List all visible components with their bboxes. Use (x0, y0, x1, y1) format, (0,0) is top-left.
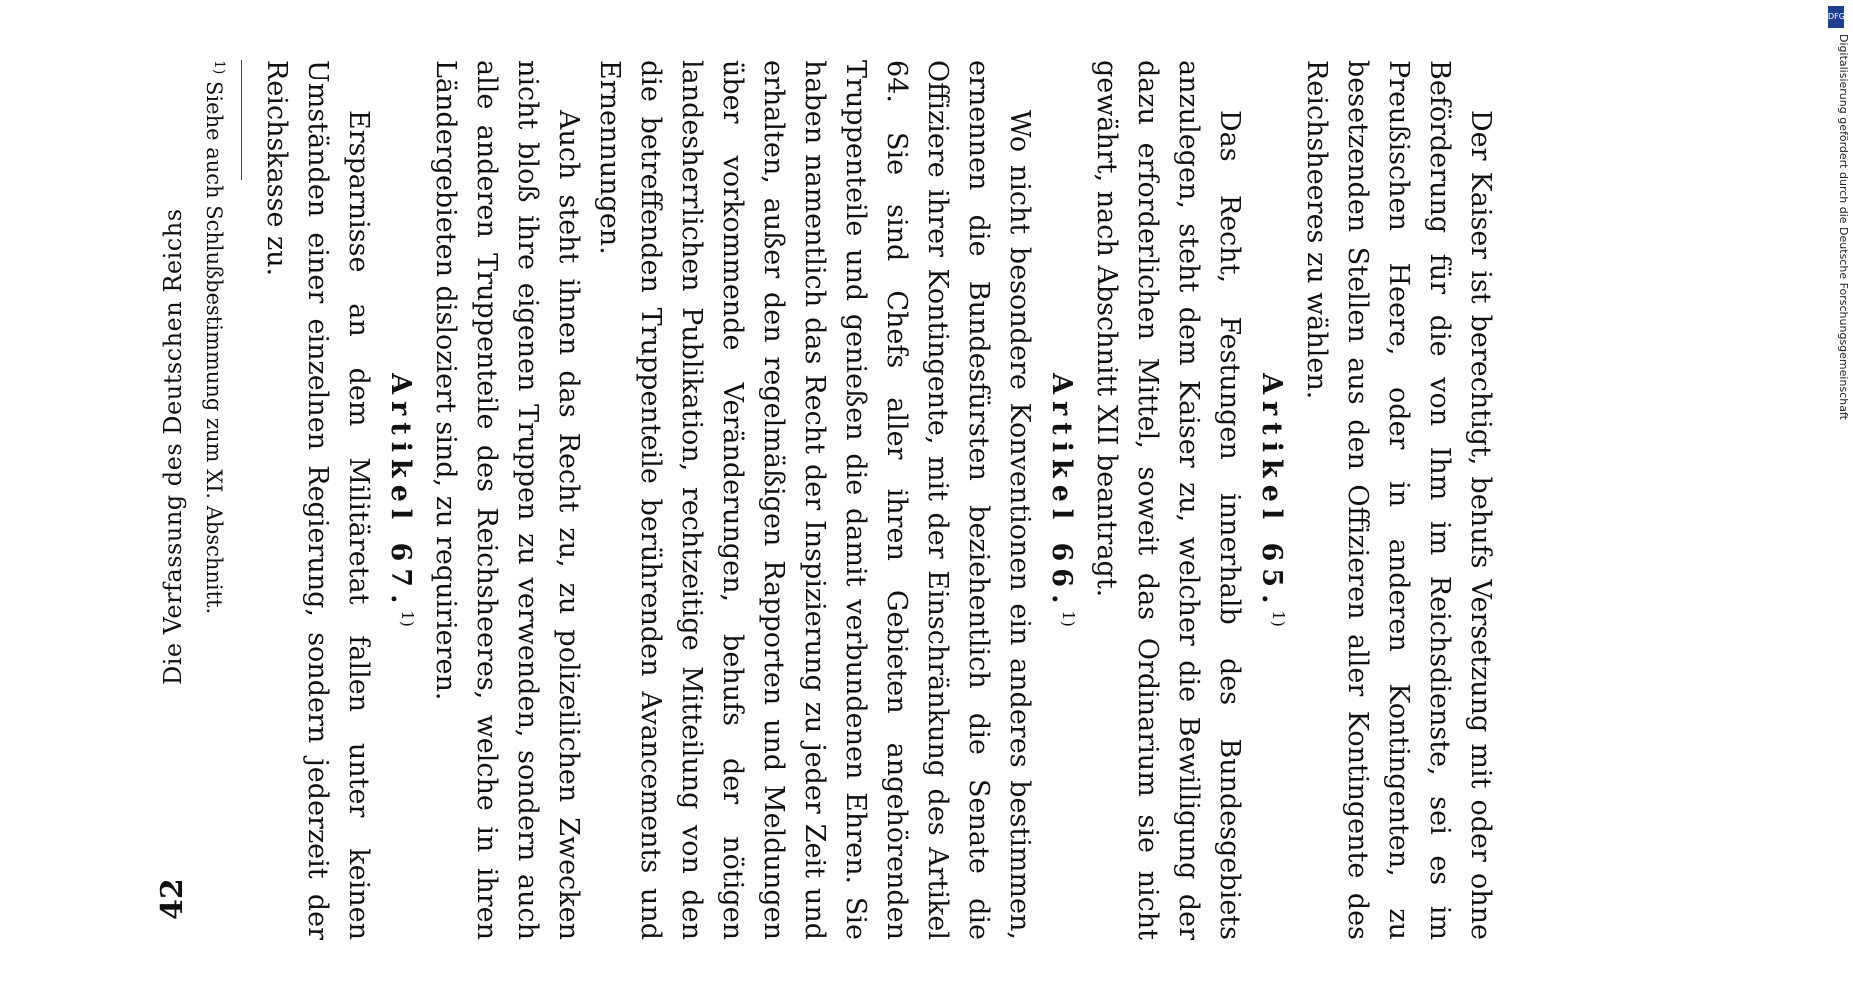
paragraph-article-64-end: Der Kaiser ist berechtigt, behufs Versetzung mit oder ohne Beförderung für die von Ihm im Reichsdienste, sei es im Preußischen Heere, oder in anderen Kontingenten, zu besetzenden Stellen aus den Offizieren aller Kontingente des Reichsheeres zu wählen. (1301, 60, 1496, 940)
running-title: Die Verfassung des Deutschen Reichs (159, 208, 187, 685)
body-text (200, 60, 1501, 940)
heading-article-66-label: Artikel 66. (1046, 373, 1077, 611)
footnote-marker: 1) (211, 60, 227, 75)
footnote (200, 60, 233, 940)
heading-article-66 (1046, 60, 1078, 940)
heading-article-67-label: Artikel 67. (385, 373, 416, 611)
page-header (155, 60, 195, 920)
heading-article-65 (1256, 60, 1288, 940)
footnote-ref: 1) (398, 610, 417, 627)
footnote-ref: 1) (1059, 610, 1078, 627)
paragraph-article-67: Ersparnisse an dem Militäretat fallen unter keinen Umständen einer einzelnen Regierung, sondern jederzeit der Reichskasse zu. (261, 60, 374, 940)
digitization-credit (1820, 34, 1848, 794)
footnote-rule (241, 60, 242, 180)
footnote-text: Siehe auch Schlußbestimmung zum XI. Abschnitt. (202, 74, 226, 615)
paragraph-article-66-b: Auch steht ihnen das Recht zu, zu polizeilichen Zwecken nicht bloß ihre eigenen Truppen zu verwenden, sondern auch alle anderen Truppenteile des Reichsheeres, welche in ihren Ländergebieten disloziert sind, zu requirieren. (430, 60, 584, 940)
digitization-credit-text: Digitalisierung gefördert durch die Deutsche Forschungsgemeinschaft (1837, 34, 1850, 420)
dfg-logo: DFG (1828, 6, 1844, 28)
paragraph-article-65: Das Recht, Festungen innerhalb des Bundesgebiets anzulegen, steht dem Kaiser zu, welcher die Bewilligung der dazu erforderlichen Mittel, soweit das Ordinarium sie nicht gewährt, nach Abschnitt XII beantragt. (1091, 60, 1245, 940)
heading-article-65-label: Artikel 65. (1256, 373, 1287, 611)
heading-article-67 (385, 60, 417, 940)
footnote-ref: 1) (1269, 610, 1288, 627)
page-number: 42 (155, 878, 190, 920)
paragraph-article-66-a: Wo nicht besondere Konventionen ein anderes bestimmen, ernennen die Bundesfürsten beziehentlich die Senate die Offiziere ihrer Kontingente, mit der Einschränkung des Artikel 64. Sie sind Chefs aller ihren Gebieten angehörenden Truppenteile und genießen die damit verbundenen Ehren. Sie haben namentlich das Recht der Inspizierung zu jeder Zeit und erhalten, außer den regelmäßigen Rapporten und Meldungen über vorkommende Veränderungen, behufs der nötigen landesherrlichen Publikation, rechtzeitige Mitteilung von den die betreffenden Truppenteile berührenden Avancements und Ernennungen. (594, 60, 1035, 940)
rotated-book-page (155, 0, 1590, 1000)
